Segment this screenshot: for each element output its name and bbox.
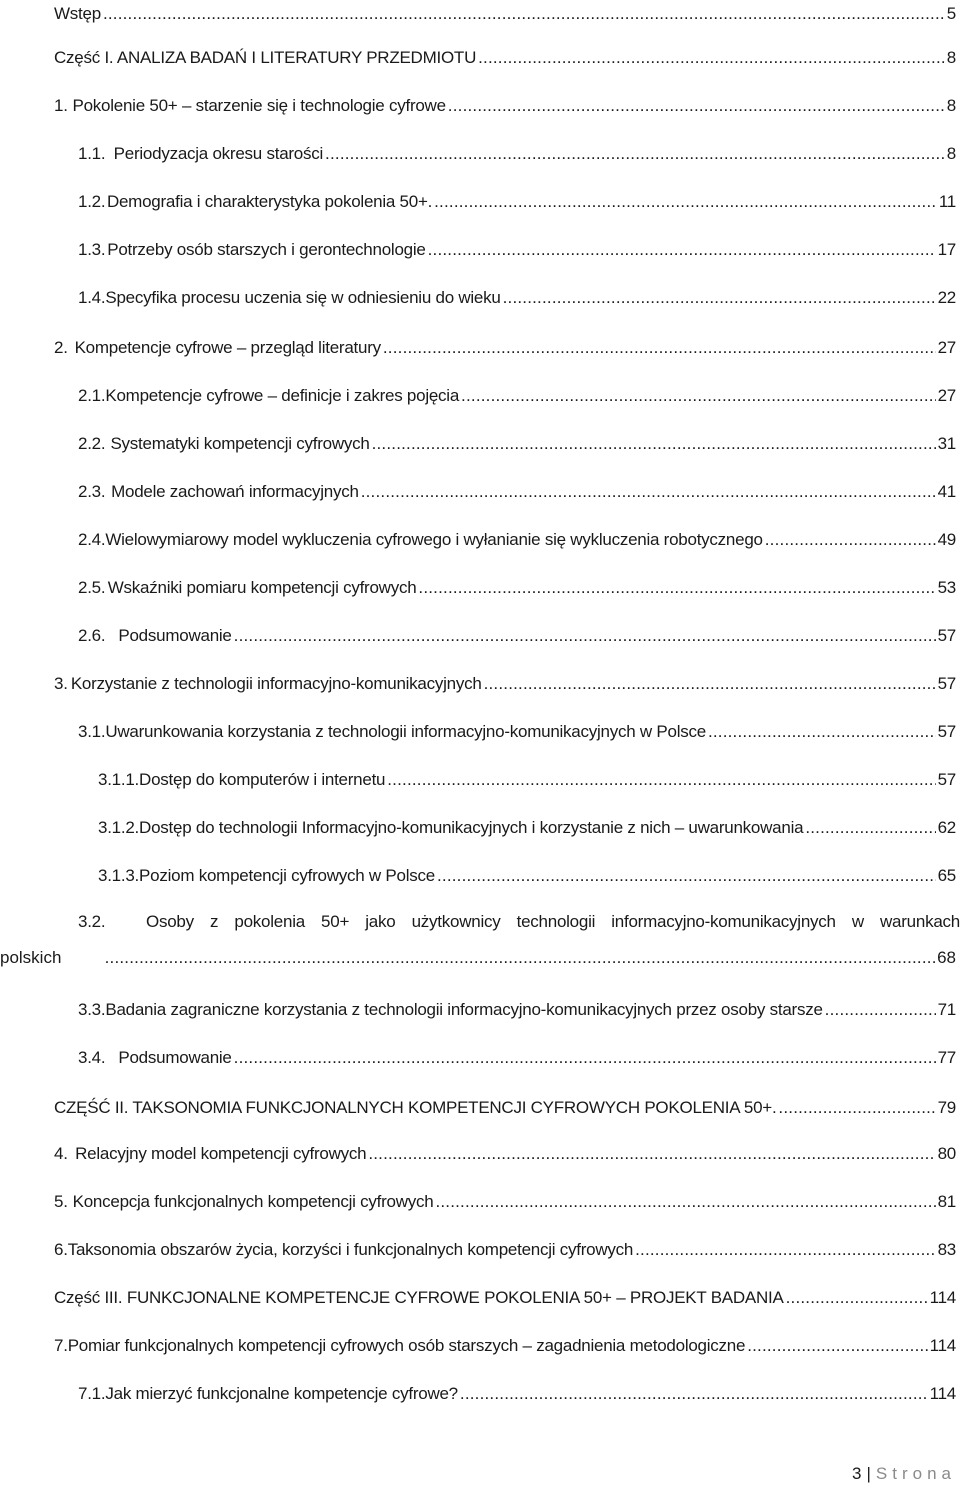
toc-entry-3[interactable] [0,670,960,694]
toc-page-number: 65 [937,866,956,885]
toc-number: 5. [54,1192,68,1211]
toc-entry-2-5[interactable] [0,574,960,598]
toc-number: 3.2. [78,912,106,931]
toc-page-number: 114 [929,1288,956,1307]
toc-entry-2[interactable] [0,334,960,358]
toc-number: 3.1.1. [98,770,140,789]
toc-page-number: 80 [937,1144,956,1163]
toc-title: Badania zagraniczne korzystania z technologii informacyjno-komunikacyjnych przez osoby starsze [105,1000,823,1019]
toc-entry-2-6[interactable] [0,622,960,646]
toc-title: Podsumowanie [118,1048,232,1067]
toc-number: 1.2. [78,192,106,211]
toc-number: 1.4. [78,288,106,307]
toc-page-number: 57 [937,626,956,645]
toc-page-number: 11 [938,192,956,211]
toc-number: 3.4. [78,1048,106,1067]
toc-leader-dots [418,578,935,598]
toc-title: Potrzeby osób starszych i gerontechnologie [107,240,426,259]
toc-title: Dostęp do komputerów i internetu [139,770,386,789]
toc-page-number: 57 [937,770,956,789]
toc-leader-dots [747,1336,927,1356]
toc-leader-dots [478,48,945,68]
toc-title-continued: polskich [0,948,62,967]
toc-entry-1-4[interactable] [0,284,960,308]
toc-number: 2.1. [78,386,106,405]
toc-entry-intro[interactable] [0,0,960,24]
toc-leader-dots [448,96,945,116]
toc-leader-dots [825,1000,936,1020]
toc-page-number: 62 [937,818,956,837]
toc-page-number: 49 [937,530,956,549]
page-footer [852,1464,956,1484]
toc-leader-dots [778,1098,935,1118]
toc-page-number: 27 [937,386,956,405]
toc-page-number: 83 [937,1240,956,1259]
toc-leader-dots [368,1144,935,1164]
toc-title: Pomiar funkcjonalnych kompetencji cyfrowych osób starszych – zagadnienia metodologiczne [67,1336,746,1355]
toc-title: Demografia i charakterystyka pokolenia 50+. [106,192,433,211]
toc-entry-2-3[interactable] [0,478,960,502]
toc-page-number: 77 [937,1048,956,1067]
toc-entry-1[interactable] [0,92,960,116]
toc-title: Kompetencje cyfrowe – przegląd literatury [74,338,381,357]
toc-entry-2-4[interactable] [0,526,960,550]
toc-page-number: 17 [937,240,956,259]
toc-leader-dots [435,1192,935,1212]
toc-entry-part-3[interactable] [0,1284,960,1308]
toc-leader-dots [461,386,936,406]
toc-leader-dots [387,770,935,790]
toc-leader-dots [437,866,936,886]
toc-title: Uwarunkowania korzystania z technologii informacyjno-komunikacyjnych w Polsce [105,722,706,741]
toc-title: CZĘŚĆ II. TAKSONOMIA FUNKCJONALNYCH KOMPETENCJI CYFROWYCH POKOLENIA 50+. [54,1098,777,1117]
toc-number: 2.6. [78,626,106,645]
toc-entry-part-1[interactable] [0,44,960,68]
toc-leader-dots [234,1048,936,1068]
toc-leader-dots [635,1240,935,1260]
toc-title: Koncepcja funkcjonalnych kompetencji cyfrowych [72,1192,434,1211]
toc-number: 1.3. [78,240,106,259]
toc-entry-3-1-3[interactable] [0,862,960,886]
toc-number: 4. [54,1144,68,1163]
toc-entry-line-2 [0,948,960,968]
toc-entry-6[interactable] [0,1236,960,1260]
toc-number: 3.1.2. [98,818,140,837]
toc-page-number: 53 [937,578,956,597]
toc-page-number: 22 [937,288,956,307]
toc-entry-part-2[interactable] [0,1094,960,1118]
toc-page-number: 5 [946,4,956,23]
toc-number: 1.1. [78,144,106,163]
toc-leader-dots [361,482,936,502]
toc-page-number: 68 [937,948,956,967]
toc-leader-dots [765,530,936,550]
toc-number: 1. [54,96,68,115]
toc-number: 3.1. [78,722,106,741]
toc-entry-7[interactable] [0,1332,960,1356]
toc-entry-3-1-2[interactable] [0,814,960,838]
toc-title: Periodyzacja okresu starości [113,144,324,163]
toc-number: 6. [54,1240,68,1259]
toc-title: Wstęp [54,4,101,23]
toc-title: Wielowymiarowy model wykluczenia cyfrowego i wyłanianie się wykluczenia robotycznego [105,530,763,549]
toc-title: Systematyki kompetencji cyfrowych [110,434,370,453]
toc-leader-dots [234,626,936,646]
toc-title: Modele zachowań informacyjnych [111,482,359,501]
toc-leader-dots [383,338,936,358]
toc-page-number: 27 [937,338,956,357]
toc-number: 7. [54,1336,68,1355]
toc-leader-dots [103,4,945,24]
toc-title: Specyfika procesu uczenia się w odniesieniu do wieku [105,288,501,307]
toc-title: Taksonomia obszarów życia, korzyści i funkcjonalnych kompetencji cyfrowych [67,1240,634,1259]
toc-entry-5[interactable] [0,1188,960,1212]
toc-leader-dots [460,1384,928,1404]
toc-title: Poziom kompetencji cyfrowych w Polsce [139,866,435,885]
footer-page-label: Strona [875,1464,956,1483]
toc-number: 2.2. [78,434,106,453]
toc-number: 2. [54,338,68,357]
toc-entry-1-1[interactable] [0,140,960,164]
toc-page-number: 114 [929,1336,956,1355]
toc-title: Dostęp do technologii Informacyjno-komunikacyjnych i korzystanie z nich – uwarunkowania [139,818,804,837]
toc-entry-3-3[interactable] [0,996,960,1020]
toc-page-number: 71 [937,1000,956,1019]
toc-title: Relacyjny model kompetencji cyfrowych [75,1144,367,1163]
footer-separator: | [866,1464,872,1483]
toc-number: 3.3. [78,1000,106,1019]
toc-entry-3-1[interactable] [0,718,960,742]
toc-entry-2-2[interactable] [0,430,960,454]
toc-number: 3. [54,674,68,693]
toc-entry-line-1 [78,912,960,932]
footer-page-number: 3 [852,1464,863,1483]
toc-leader-dots [428,240,936,260]
toc-number: 2.5. [78,578,106,597]
toc-leader-dots [434,192,937,212]
toc-page-number: 8 [946,96,956,115]
toc-page-number: 57 [937,722,956,741]
toc-leader-dots [372,434,936,454]
toc-entry-2-1[interactable] [0,382,960,406]
toc-title: Podsumowanie [118,626,232,645]
toc-page-number: 8 [946,144,956,163]
toc-entry-3-1-1[interactable] [0,766,960,790]
toc-number: 7.1. [78,1384,106,1403]
toc-title: Pokolenie 50+ – starzenie się i technologie cyfrowe [72,96,446,115]
toc-entry-3-4[interactable] [0,1044,960,1068]
toc-leader-dots [105,948,935,968]
toc-leader-dots [503,288,936,308]
toc-title: Osoby z pokolenia 50+ jako użytkownicy technologii informacyjno-komunikacyjnych w warunkach [146,912,960,931]
toc-leader-dots [325,144,945,164]
toc-page-number: 114 [929,1384,956,1403]
toc-page-number: 79 [937,1098,956,1117]
toc-title: Wskaźniki pomiaru kompetencji cyfrowych [107,578,417,597]
toc-leader-dots [786,1288,928,1308]
toc-number: 2.3. [78,482,106,501]
toc-leader-dots [484,674,936,694]
toc-page-number: 81 [937,1192,956,1211]
toc-page-number: 8 [946,48,956,67]
toc-leader-dots [805,818,935,838]
toc-entry-7-1[interactable] [0,1380,960,1404]
toc-number: 3.1.3. [98,866,140,885]
toc-title: Korzystanie z technologii informacyjno-komunikacyjnych [70,674,482,693]
toc-page-number: 57 [937,674,956,693]
toc-title: Jak mierzyć funkcjonalne kompetencje cyfrowe? [105,1384,458,1403]
toc-entry-1-2[interactable] [0,188,960,212]
toc-title: Część III. FUNKCJONALNE KOMPETENCJE CYFROWE POKOLENIA 50+ – PROJEKT BADANIA [54,1288,784,1307]
toc-entry-4[interactable] [0,1140,960,1164]
toc-page-number: 31 [937,434,956,453]
toc-entry-1-3[interactable] [0,236,960,260]
toc-title: Kompetencje cyfrowe – definicje i zakres pojęcia [105,386,460,405]
toc-number: 2.4. [78,530,106,549]
toc-page-number: 41 [937,482,956,501]
toc-leader-dots [708,722,936,742]
toc-title: Część I. ANALIZA BADAŃ I LITERATURY PRZEDMIOTU [54,48,477,67]
